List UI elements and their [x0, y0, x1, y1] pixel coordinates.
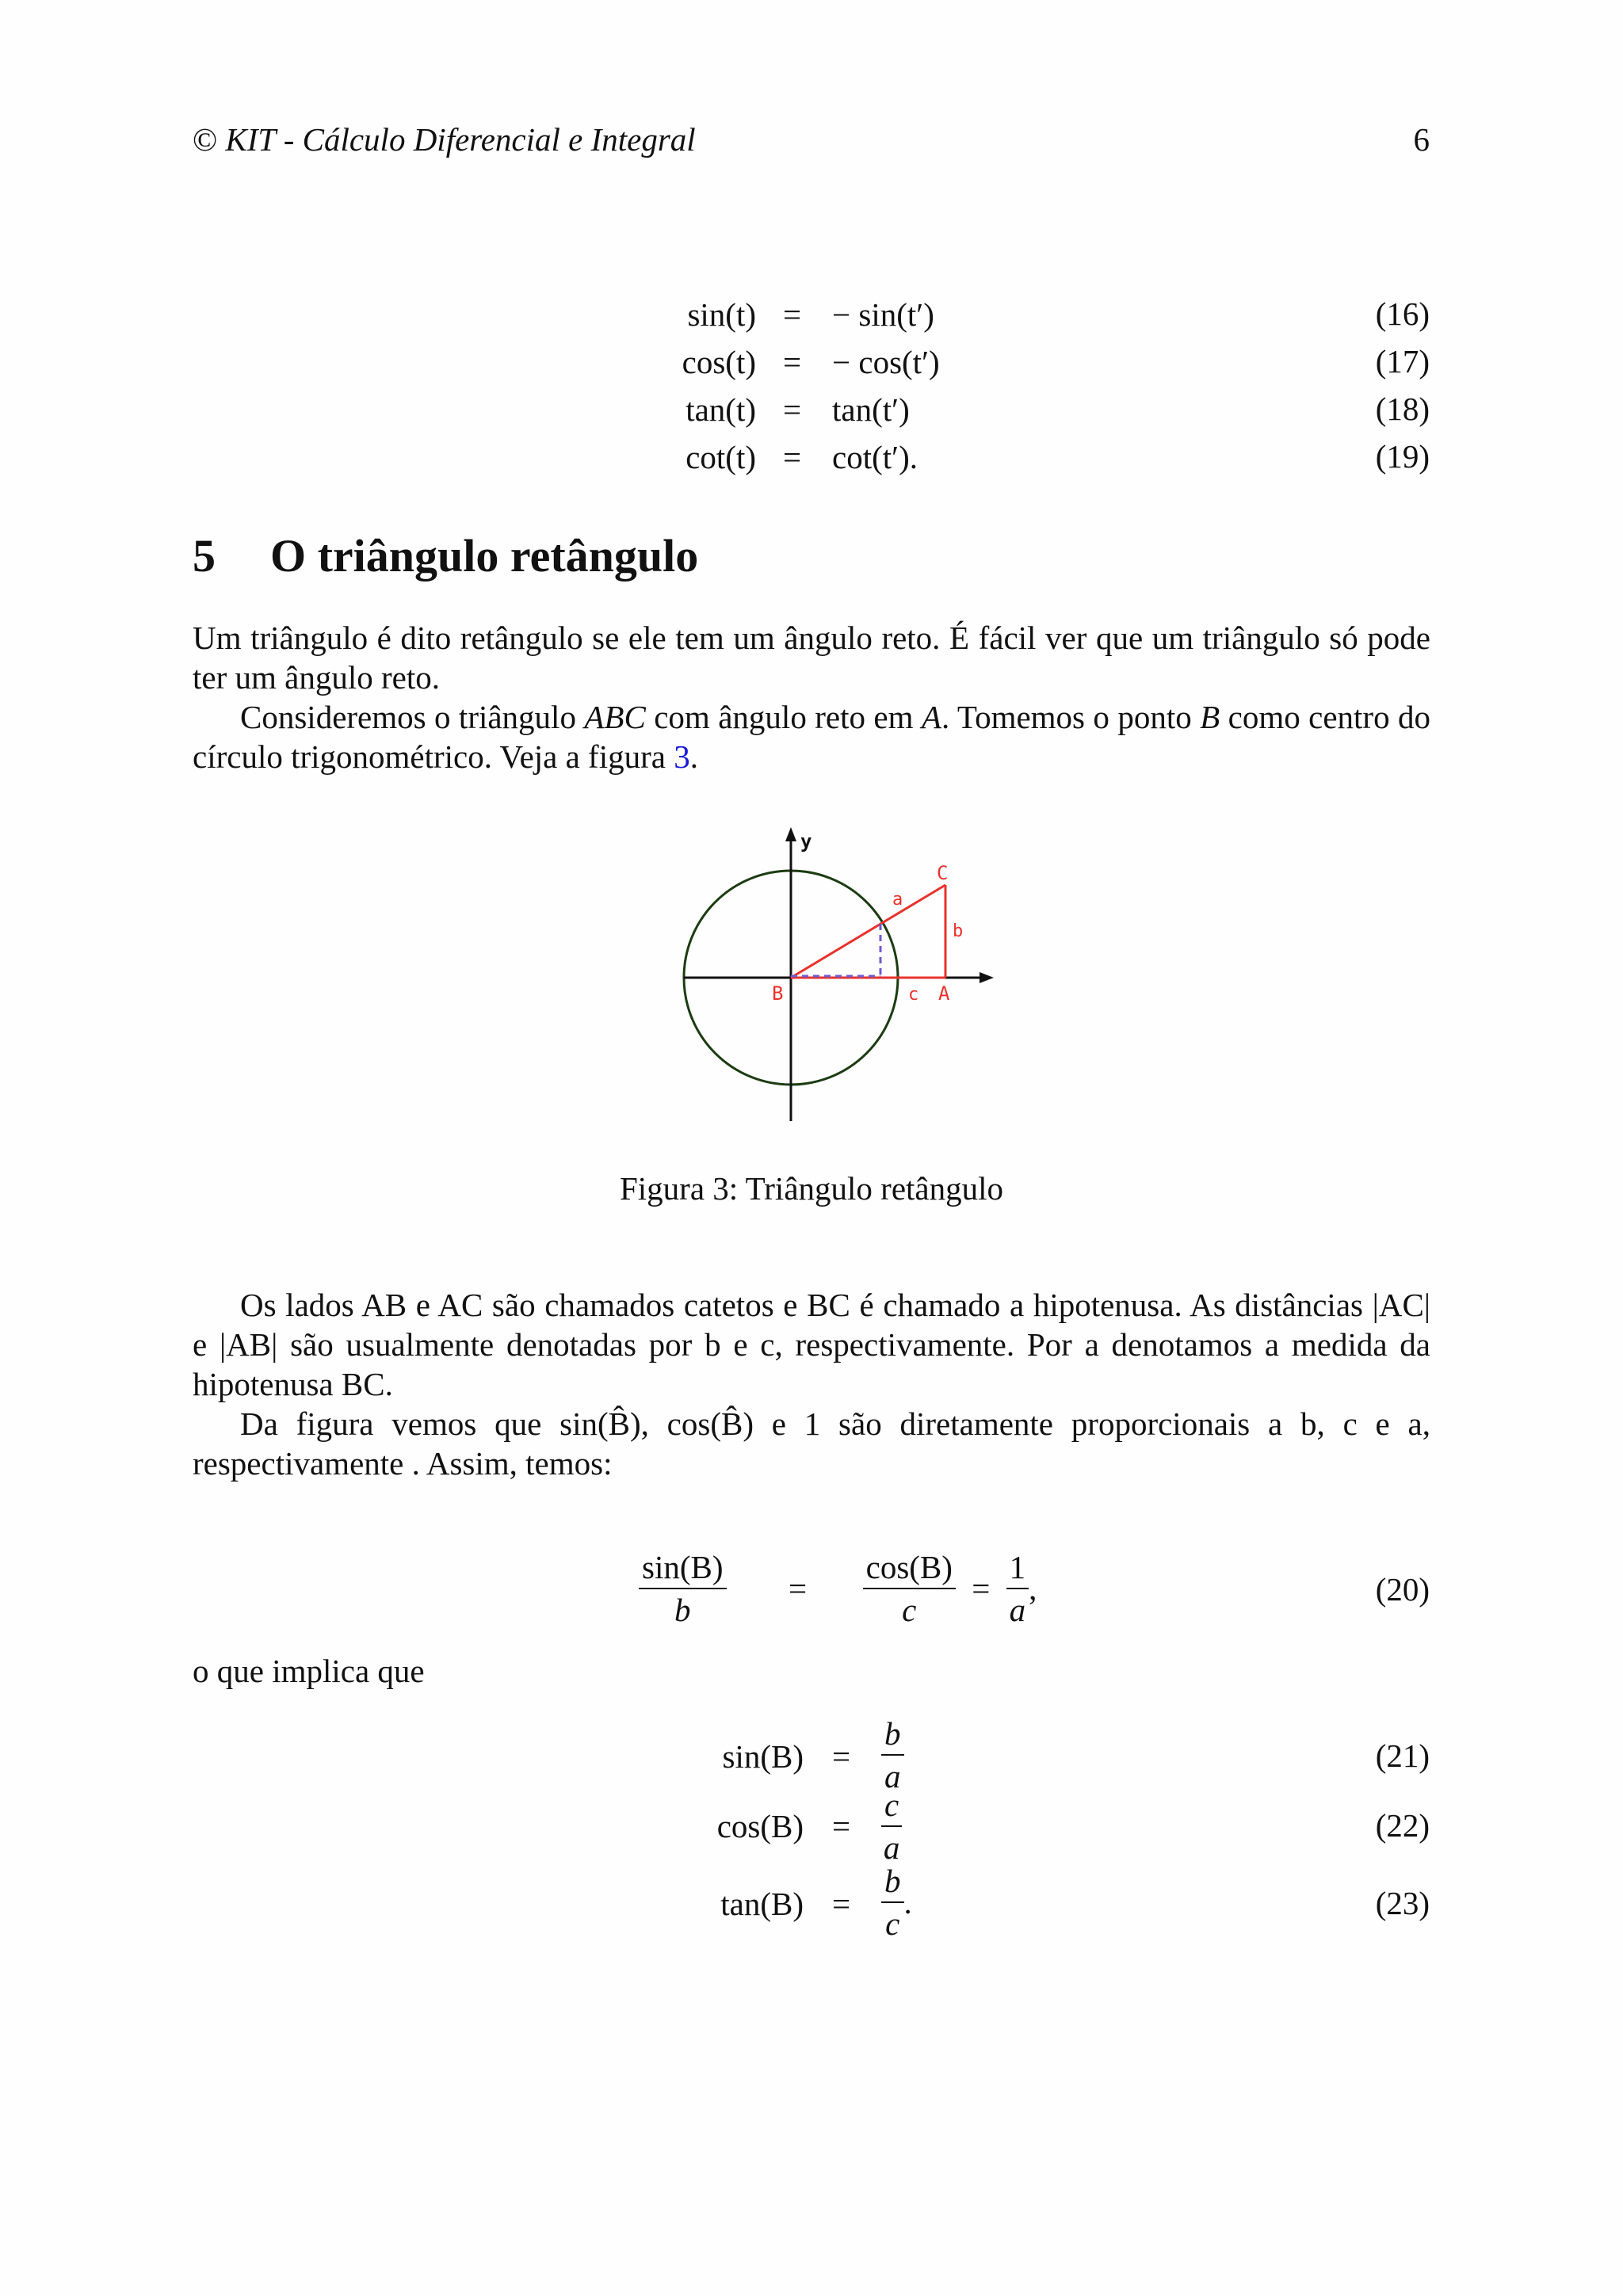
running-header: [193, 120, 696, 158]
eq20-fraction-1: $\frac{\sin(B)}{b}$: [639, 1547, 727, 1630]
eq20-rel: =: [789, 1570, 808, 1607]
eq17-rhs: − cos(t′): [832, 344, 940, 380]
eq23-fraction: $\frac{b}{c}$ .: [881, 1860, 912, 1944]
section-heading: [193, 529, 698, 582]
label-c: c: [908, 985, 919, 1005]
copyright-symbol: ©: [193, 121, 218, 158]
section-title: O triângulo retângulo: [270, 530, 699, 582]
implica-text: o que implica que: [193, 1653, 425, 1689]
eq22-rel: =: [832, 1808, 851, 1844]
eq23-rel: =: [832, 1886, 851, 1922]
eq21-lhs: sin(B): [722, 1738, 804, 1775]
eq17-lhs: cos(t): [682, 344, 756, 380]
label-b: b: [953, 921, 964, 941]
eq16-rel: =: [783, 296, 802, 333]
eq18-number: (18): [1375, 391, 1430, 427]
eq16-rhs: − sin(t′): [832, 296, 934, 333]
label-A: A: [938, 982, 950, 1005]
paragraph-2: Consideremos o triângulo ABC com ângulo reto em A. Tomemos o ponto B como centro do círculo trigonométrico. Veja a figura 3.: [193, 699, 1431, 775]
figure-caption: Figura 3: Triângulo retângulo: [619, 1170, 1003, 1207]
body-text: [193, 1285, 1430, 1483]
eq17-rel: =: [783, 344, 802, 380]
eq17-number: (17): [1375, 343, 1430, 379]
label-C: C: [937, 862, 949, 884]
label-y: y: [800, 830, 812, 852]
eq19-number: (19): [1375, 438, 1430, 475]
eq19-lhs: cot(t): [685, 439, 756, 475]
paragraph-4: Da figura vemos que sin(B̂), cos(B̂) e 1 são diretamente proporcionais a b, c e a, respectivamente . Assim, temos:: [193, 1405, 1430, 1482]
x-axis-arrow: [980, 972, 994, 983]
hypotenuse-BC: [791, 885, 945, 978]
eq19-rel: =: [783, 439, 802, 475]
eq16-number: (16): [1375, 296, 1430, 332]
eq21-number: (21): [1375, 1737, 1430, 1774]
paragraph-1: Um triângulo é dito retângulo se ele tem um ângulo reto. É fácil ver que um triângulo só pode ter um ângulo reto.: [193, 620, 1430, 696]
section-number: 5: [193, 530, 216, 582]
eq23-number: (23): [1375, 1885, 1430, 1921]
intro-text: [193, 618, 1430, 776]
eq22-number: (22): [1375, 1807, 1430, 1844]
eq21-rel: =: [832, 1738, 851, 1775]
label-a: a: [892, 890, 903, 910]
figure-right-triangle: [674, 816, 1006, 1133]
page-number: 6: [1413, 121, 1430, 158]
eq20-fraction-2: $\frac{\cos(B)}{c}$: [863, 1547, 956, 1630]
eq20-fraction-3: $\frac{1}{a}$: [1006, 1547, 1029, 1630]
y-axis-arrow: [785, 827, 796, 841]
figure-reference-link[interactable]: 3: [674, 738, 690, 775]
eq18-rhs: tan(t′): [832, 391, 910, 428]
label-B: B: [772, 982, 784, 1005]
paragraph-3: Os lados AB e AC são chamados catetos e BC é chamado a hipotenusa. As distâncias |AC| e |AB| são usualmente denotadas por b e c, respectivamente. Por a denotamos a medida da hipotenusa BC.: [193, 1287, 1430, 1402]
eq20-rel2: =: [972, 1570, 991, 1607]
eq20-number: (20): [1375, 1571, 1430, 1608]
header-title: KIT - Cálculo Diferencial e Integral: [225, 121, 696, 158]
eq23-lhs: tan(B): [720, 1886, 804, 1922]
eq16-lhs: sin(t): [687, 296, 756, 333]
equation-20: $\frac{\sin(B)}{b}$ = $\frac{\cos(B)}{c}$ = $\frac{1}{a}$ ,: [639, 1547, 1037, 1630]
implica-line: [193, 1651, 1430, 1691]
eq19-rhs: cot(t′).: [832, 439, 918, 475]
eq22-fraction: $\frac{c}{a}$: [881, 1784, 902, 1868]
eq22-lhs: cos(B): [716, 1808, 804, 1844]
eq18-lhs: tan(t): [685, 391, 756, 428]
eq21-fraction: $\frac{b}{a}$: [881, 1713, 904, 1797]
eq18-rel: =: [783, 391, 802, 428]
